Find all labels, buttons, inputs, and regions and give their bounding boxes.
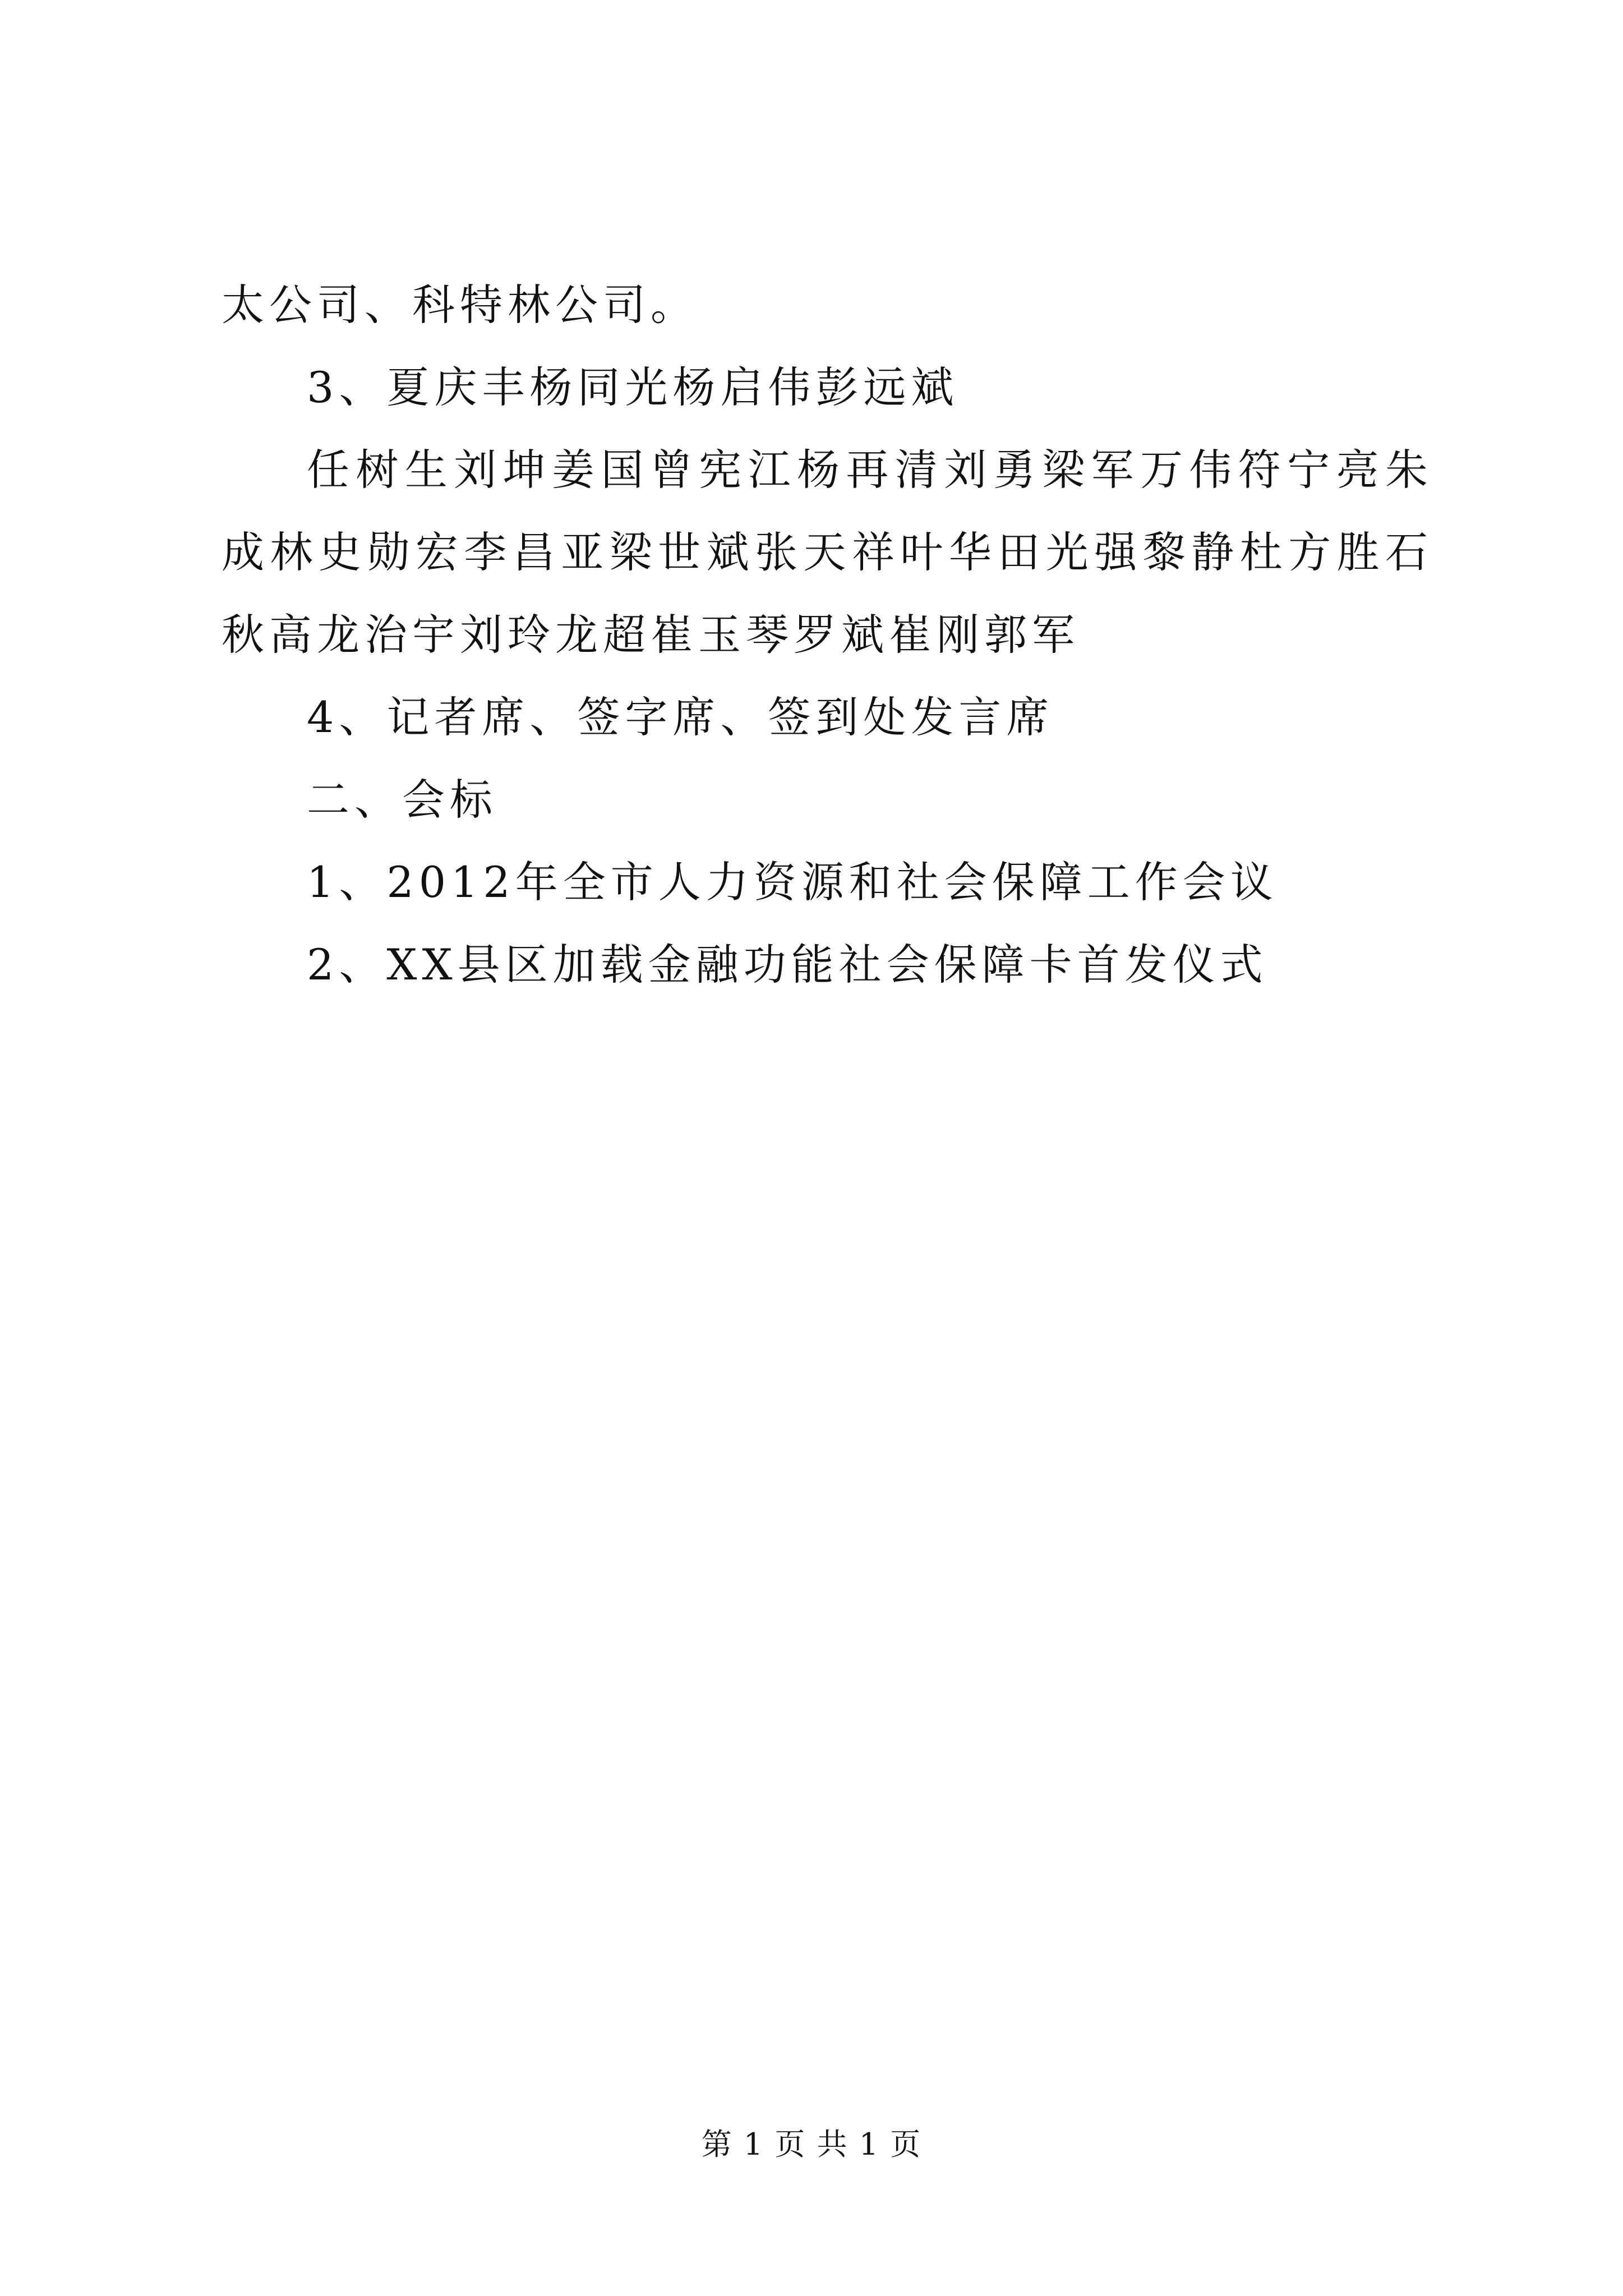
banner-item-2: 2、XX县区加载金融功能社会保障卡首发仪式 [307,940,1268,990]
paragraph-name-list: 任树生刘坤姜国曾宪江杨再清刘勇梁军万伟符宁亮朱成林史勋宏李昌亚梁世斌张天祥叶华田光强黎静杜方胜石秋高龙治宇刘玲龙超崔玉琴罗斌崔刚郭军 [222,445,1433,660]
paragraph-company-continuation: 太公司、科特林公司。 [222,280,698,330]
banner-item-1: 1、2012年全市人力资源和社会保障工作会议 [307,857,1278,907]
paragraph-item-3-names: 3、夏庆丰杨同光杨启伟彭远斌 [307,362,959,412]
document-body [222,264,1433,1006]
paragraph-item-4-seating: 4、记者席、签字席、签到处发言席 [307,692,1054,742]
page-footer: 第 1 页 共 1 页 [701,2127,922,2162]
section-heading-meeting-banner: 二、会标 [307,775,497,825]
